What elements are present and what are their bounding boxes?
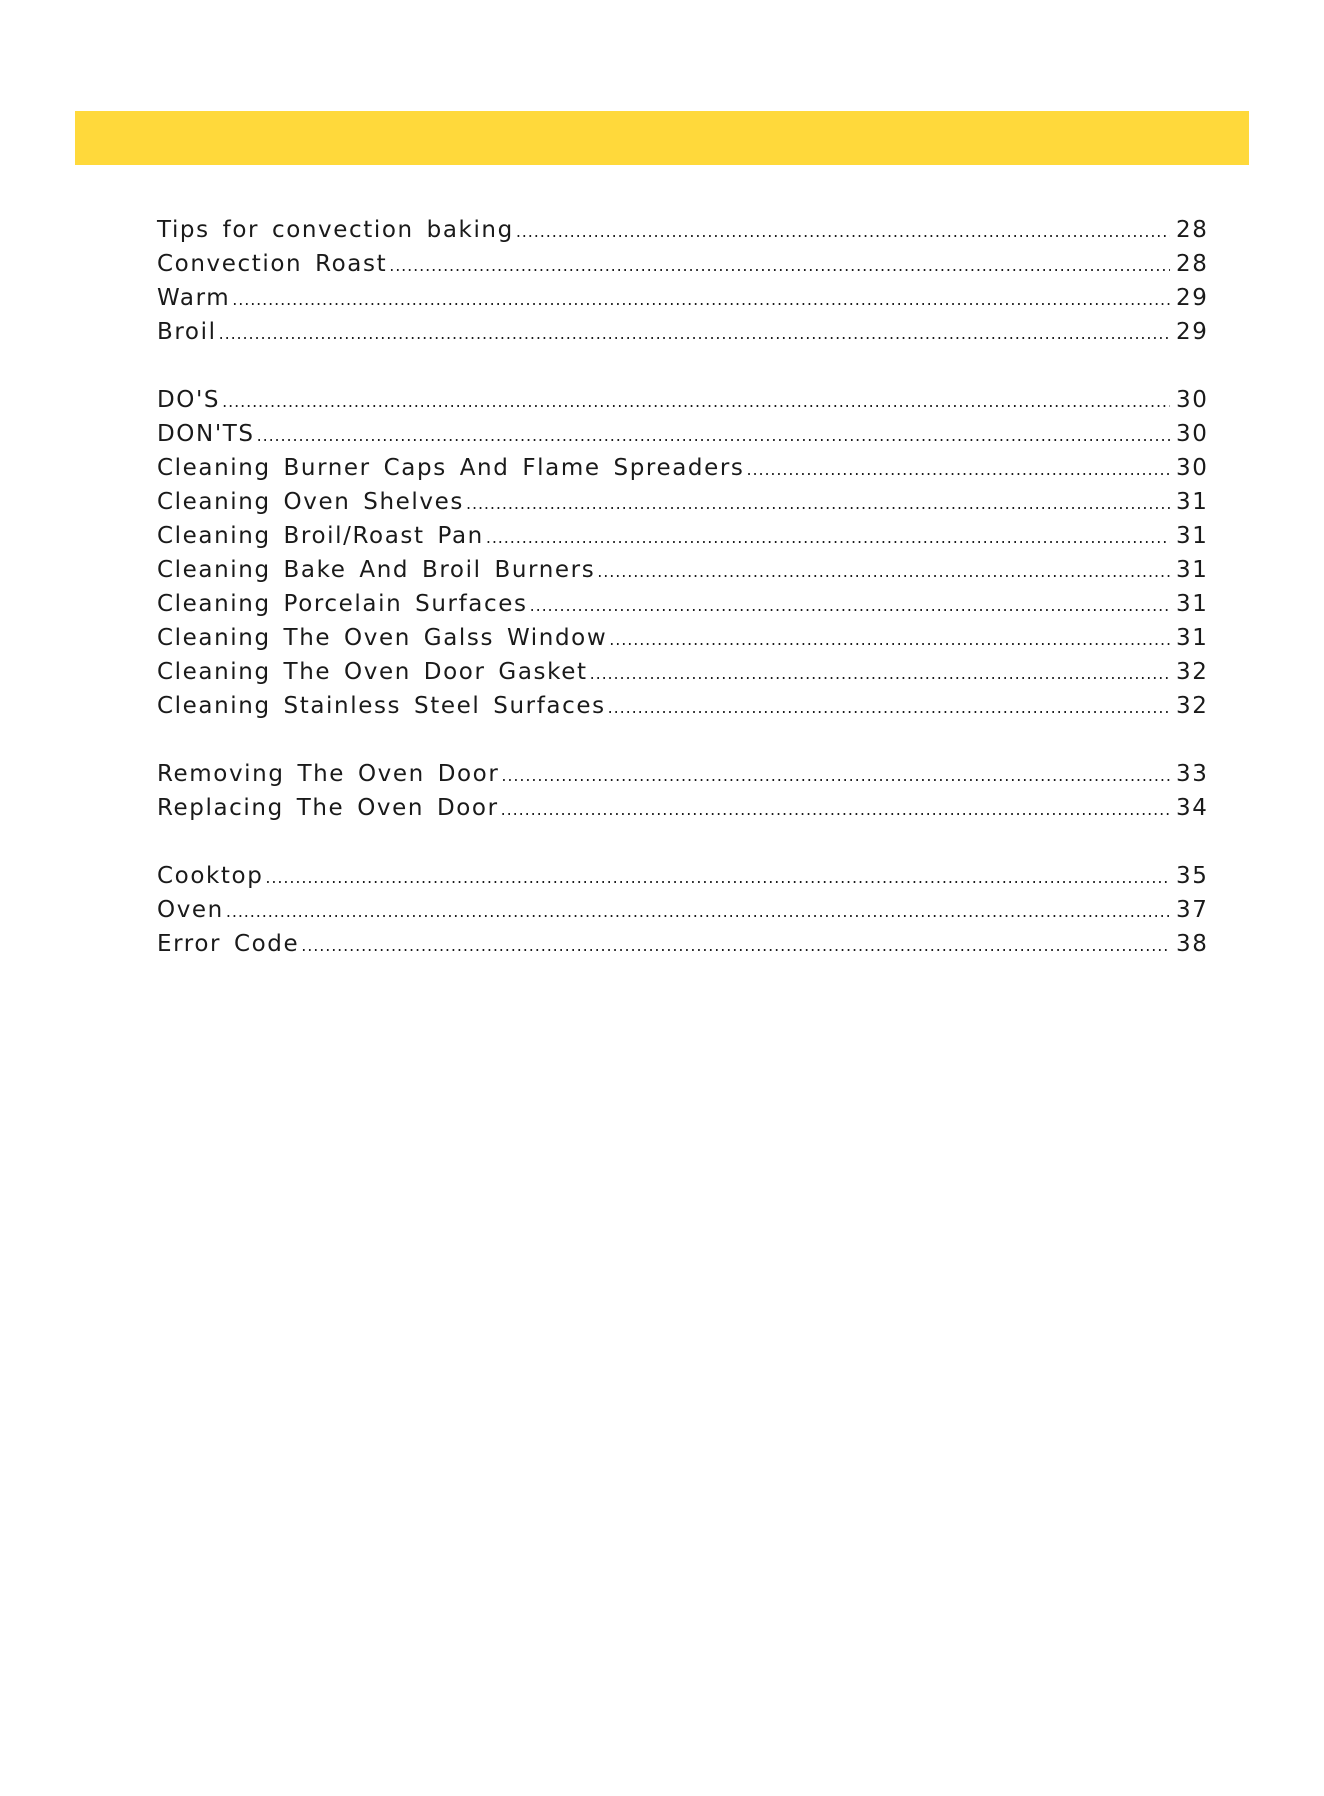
toc-dot-leader <box>609 623 1170 657</box>
toc-dot-leader <box>219 317 1170 351</box>
toc-entry-title: Cleaning Burner Caps And Flame Spreaders <box>157 455 745 481</box>
toc-entry[interactable] <box>157 451 1209 485</box>
table-of-contents <box>157 213 1209 995</box>
toc-entry[interactable] <box>157 689 1209 723</box>
toc-entry-title: Cleaning Bake And Broil Burners <box>157 557 596 583</box>
toc-entry-page: 31 <box>1176 557 1209 583</box>
toc-entry-title: Tips for convection baking <box>157 217 514 243</box>
toc-entry-page: 31 <box>1176 489 1209 515</box>
toc-dot-leader <box>265 861 1170 895</box>
toc-dot-leader <box>608 691 1170 725</box>
toc-entry[interactable] <box>157 859 1209 893</box>
toc-entry-page: 30 <box>1176 455 1209 481</box>
toc-entry-title: Error Code <box>157 931 300 957</box>
toc-entry-page: 37 <box>1176 897 1209 923</box>
toc-entry-title: Removing The Oven Door <box>157 761 500 787</box>
toc-group-troubleshooting <box>157 859 1209 961</box>
toc-entry-title: DO'S <box>157 387 221 413</box>
toc-entry-title: Replacing The Oven Door <box>157 795 499 821</box>
toc-entry-page: 32 <box>1176 659 1209 685</box>
toc-entry-page: 33 <box>1176 761 1209 787</box>
toc-entry-page: 34 <box>1176 795 1209 821</box>
toc-dot-leader <box>301 929 1170 963</box>
toc-entry[interactable] <box>157 485 1209 519</box>
toc-group-cooking <box>157 213 1209 349</box>
toc-dot-leader <box>501 793 1170 827</box>
toc-entry-page: 28 <box>1176 251 1209 277</box>
toc-dot-leader <box>257 419 1170 453</box>
toc-dot-leader <box>389 249 1170 283</box>
toc-entry-title: Cleaning The Oven Galss Window <box>157 625 608 651</box>
toc-entry-title: Cleaning Porcelain Surfaces <box>157 591 528 617</box>
toc-entry[interactable] <box>157 893 1209 927</box>
toc-entry[interactable] <box>157 621 1209 655</box>
toc-entry-title: Cooktop <box>157 863 264 889</box>
toc-entry-page: 29 <box>1176 319 1209 345</box>
toc-entry-page: 30 <box>1176 421 1209 447</box>
toc-entry[interactable] <box>157 519 1209 553</box>
toc-entry-page: 28 <box>1176 217 1209 243</box>
toc-entry-title: Convection Roast <box>157 251 388 277</box>
toc-entry[interactable] <box>157 791 1209 825</box>
toc-dot-leader <box>222 385 1170 419</box>
toc-entry-page: 31 <box>1176 591 1209 617</box>
toc-entry-page: 29 <box>1176 285 1209 311</box>
toc-entry-page: 35 <box>1176 863 1209 889</box>
toc-entry[interactable] <box>157 281 1209 315</box>
toc-dot-leader <box>466 487 1170 521</box>
toc-entry[interactable] <box>157 315 1209 349</box>
toc-entry-title: DON'TS <box>157 421 255 447</box>
toc-entry-title: Oven <box>157 897 224 923</box>
toc-dot-leader <box>597 555 1170 589</box>
toc-dot-leader <box>746 453 1170 487</box>
toc-dot-leader <box>232 283 1170 317</box>
toc-entry[interactable] <box>157 553 1209 587</box>
toc-entry-title: Cleaning The Oven Door Gasket <box>157 659 588 685</box>
toc-entry-title: Cleaning Stainless Steel Surfaces <box>157 693 606 719</box>
toc-entry[interactable] <box>157 757 1209 791</box>
toc-entry[interactable] <box>157 587 1209 621</box>
toc-entry-title: Warm <box>157 285 231 311</box>
toc-entry-page: 32 <box>1176 693 1209 719</box>
toc-dot-leader <box>590 657 1170 691</box>
toc-entry[interactable] <box>157 927 1209 961</box>
toc-group-door <box>157 757 1209 825</box>
toc-dot-leader <box>226 895 1170 929</box>
toc-entry-page: 31 <box>1176 625 1209 651</box>
toc-entry-page: 30 <box>1176 387 1209 413</box>
toc-entry-title: Cleaning Broil/Roast Pan <box>157 523 484 549</box>
toc-entry-title: Cleaning Oven Shelves <box>157 489 464 515</box>
toc-entry-page: 38 <box>1176 931 1209 957</box>
toc-dot-leader <box>501 759 1170 793</box>
toc-dot-leader <box>516 215 1170 249</box>
toc-dot-leader <box>486 521 1170 555</box>
toc-entry[interactable] <box>157 383 1209 417</box>
toc-entry-page: 31 <box>1176 523 1209 549</box>
toc-group-care <box>157 383 1209 723</box>
toc-entry[interactable] <box>157 247 1209 281</box>
toc-entry[interactable] <box>157 417 1209 451</box>
toc-dot-leader <box>530 589 1170 623</box>
toc-entry[interactable] <box>157 213 1209 247</box>
toc-entry[interactable] <box>157 655 1209 689</box>
header-bar <box>75 111 1249 165</box>
toc-entry-title: Broil <box>157 319 217 345</box>
